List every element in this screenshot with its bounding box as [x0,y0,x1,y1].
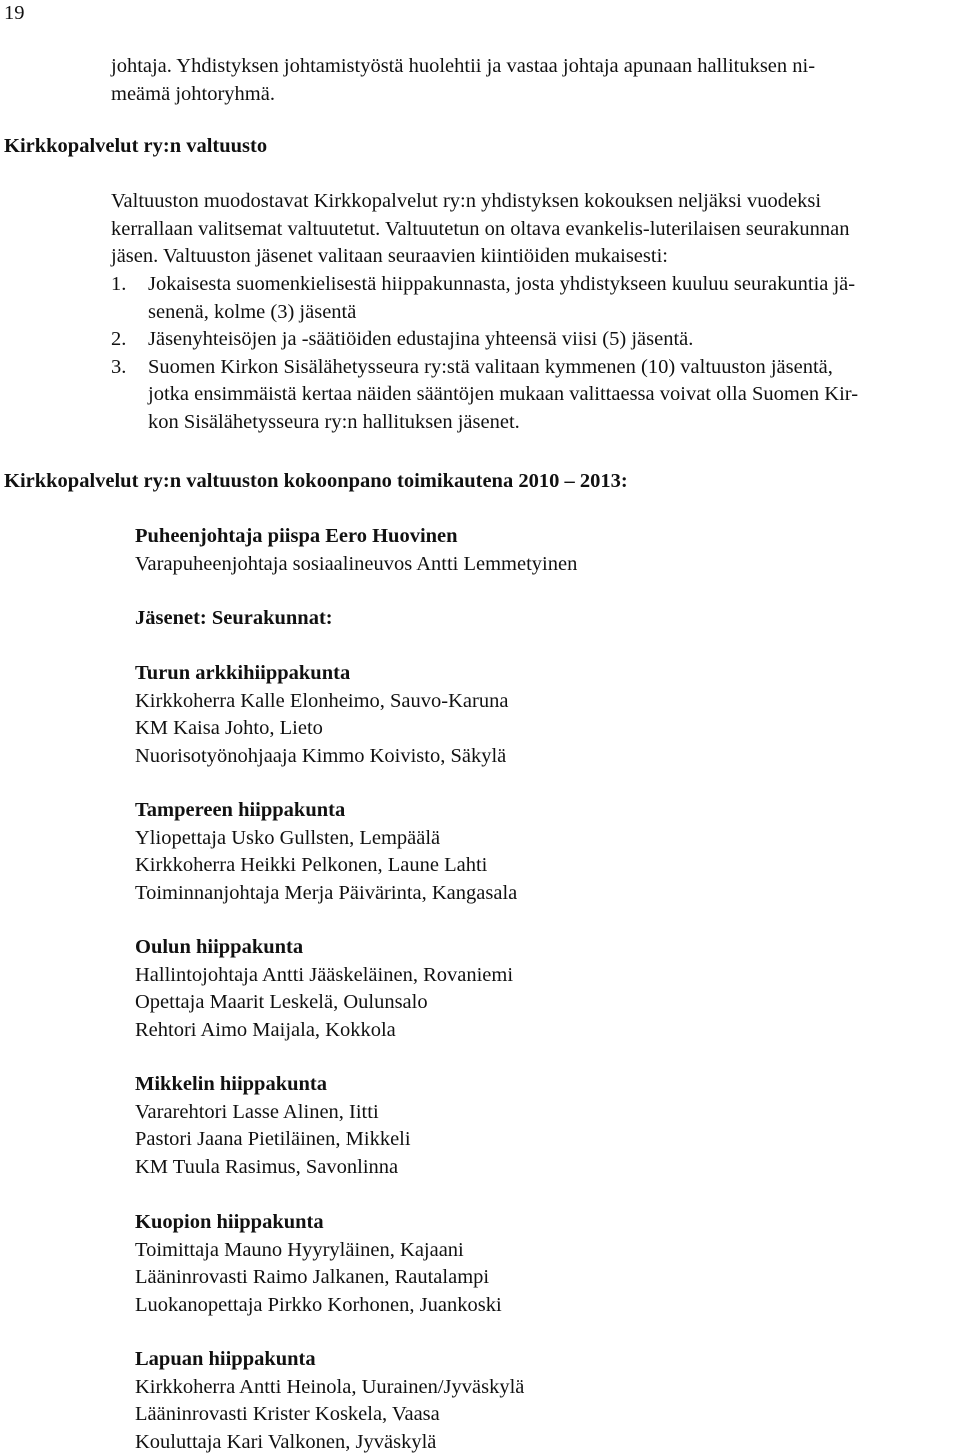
member: Vararehtori Lasse Alinen, Iitti [135,1100,379,1123]
quota-text: senenä, kolme (3) jäsentä [148,300,357,323]
diocese-kuopio [135,1209,960,1319]
valtuusto-heading: Kirkkopalvelut ry:n valtuusto [4,135,268,157]
chair: Puheenjohtaja piispa Eero Huovinen [135,525,458,547]
member: Lääninrovasti Raimo Jalkanen, Rautalampi [135,1266,490,1288]
member: Yliopettaja Usko Gullsten, Lempäälä [135,826,441,849]
member: Luokanopettaja Pirkko Korhonen, Juankoski [135,1293,502,1316]
quota-text: kon Sisälähetysseura ry:n hallituksen jäsenet. [148,410,520,433]
quota-text: Jokaisesta suomenkielisestä hiippakunnasta, josta yhdistykseen kuuluu seurakuntia jä- [148,273,856,295]
member: Opettaja Maarit Leskelä, Oulunsalo [135,991,428,1013]
member: Hallintojohtaja Antti Jääskeläinen, Rovaniemi [135,963,514,986]
member: Rehtori Aimo Maijala, Kokkola [135,1018,396,1041]
member: Kirkkoherra Heikki Pelkonen, Laune Lahti [135,854,488,876]
diocese-name: Tampereen hiippakunta [135,799,346,821]
intro-line: meämä johtoryhmä. [111,82,275,105]
quota-list [0,271,960,436]
member: Kouluttaja Kari Valkonen, Jyväskylä [135,1430,437,1453]
intro-paragraph [111,53,960,108]
diocese-name: Kuopion hiippakunta [135,1211,324,1233]
member: Kirkkoherra Antti Heinola, Uurainen/Jyväskylä [135,1375,525,1398]
members-heading: Jäsenet: Seurakunnat: [135,607,333,629]
valtuusto-line: kerrallaan valitsemat valtuutetut. Valtuutetun on oltava evankelis-luterilaisen seurakunnan [111,217,850,240]
diocese-tampere [135,797,960,907]
member: KM Kaisa Johto, Lieto [135,717,323,739]
quota-number: 2. [111,328,127,350]
diocese-name: Mikkelin hiippakunta [135,1073,327,1095]
composition-heading: Kirkkopalvelut ry:n valtuuston kokoonpano toimikautena 2010 – 2013: [4,470,628,492]
diocese-mikkeli [135,1071,960,1181]
diocese-lapua [135,1346,960,1456]
quota-number: 1. [111,273,127,295]
valtuusto-paragraph [111,188,960,271]
member: Lääninrovasti Krister Koskela, Vaasa [135,1403,440,1425]
quota-text: jotka ensimmäistä kertaa näiden sääntöjen mukaan valittaessa voivat olla Suomen Kir- [148,383,859,405]
valtuusto-line: jäsen. Valtuuston jäsenet valitaan seuraavien kiintiöiden mukaisesti: [111,245,668,267]
member: Toiminnanjohtaja Merja Päivärinta, Kangasala [135,881,518,904]
member: Pastori Jaana Pietiläinen, Mikkeli [135,1128,411,1150]
diocese-name: Oulun hiippakunta [135,936,304,958]
chair-block [135,523,960,578]
diocese-name: Lapuan hiippakunta [135,1348,316,1370]
diocese-turku [135,660,960,770]
quota-number: 3. [111,355,127,378]
quota-item-3 [0,354,960,437]
diocese-oulu [135,934,960,1044]
quota-text: Jäsenyhteisöjen ja -säätiöiden edustajina yhteensä viisi (5) jäsentä. [148,328,694,350]
diocese-name: Turun arkkihiippakunta [135,662,351,684]
member: Nuorisotyönohjaaja Kimmo Koivisto, Säkylä [135,744,507,767]
intro-line: johtaja. Yhdistyksen johtamistyöstä huolehtii ja vastaa johtaja apunaan hallituksen ni- [111,55,816,77]
quota-text: Suomen Kirkon Sisälähetysseura ry:stä valitaan kymmenen (10) valtuuston jäsentä, [148,355,833,378]
member: Toimittaja Mauno Hyyryläinen, Kajaani [135,1238,464,1261]
valtuusto-line: Valtuuston muodostavat Kirkkopalvelut ry:n yhdistyksen kokouksen neljäksi vuodeksi [111,190,822,212]
page-number: 19 [4,2,25,24]
vice-chair: Varapuheenjohtaja sosiaalineuvos Antti Lemmetyinen [135,552,578,575]
member: KM Tuula Rasimus, Savonlinna [135,1155,399,1178]
member: Kirkkoherra Kalle Elonheimo, Sauvo-Karuna [135,689,509,712]
quota-item-2 [0,326,960,354]
quota-item-1 [0,271,960,326]
